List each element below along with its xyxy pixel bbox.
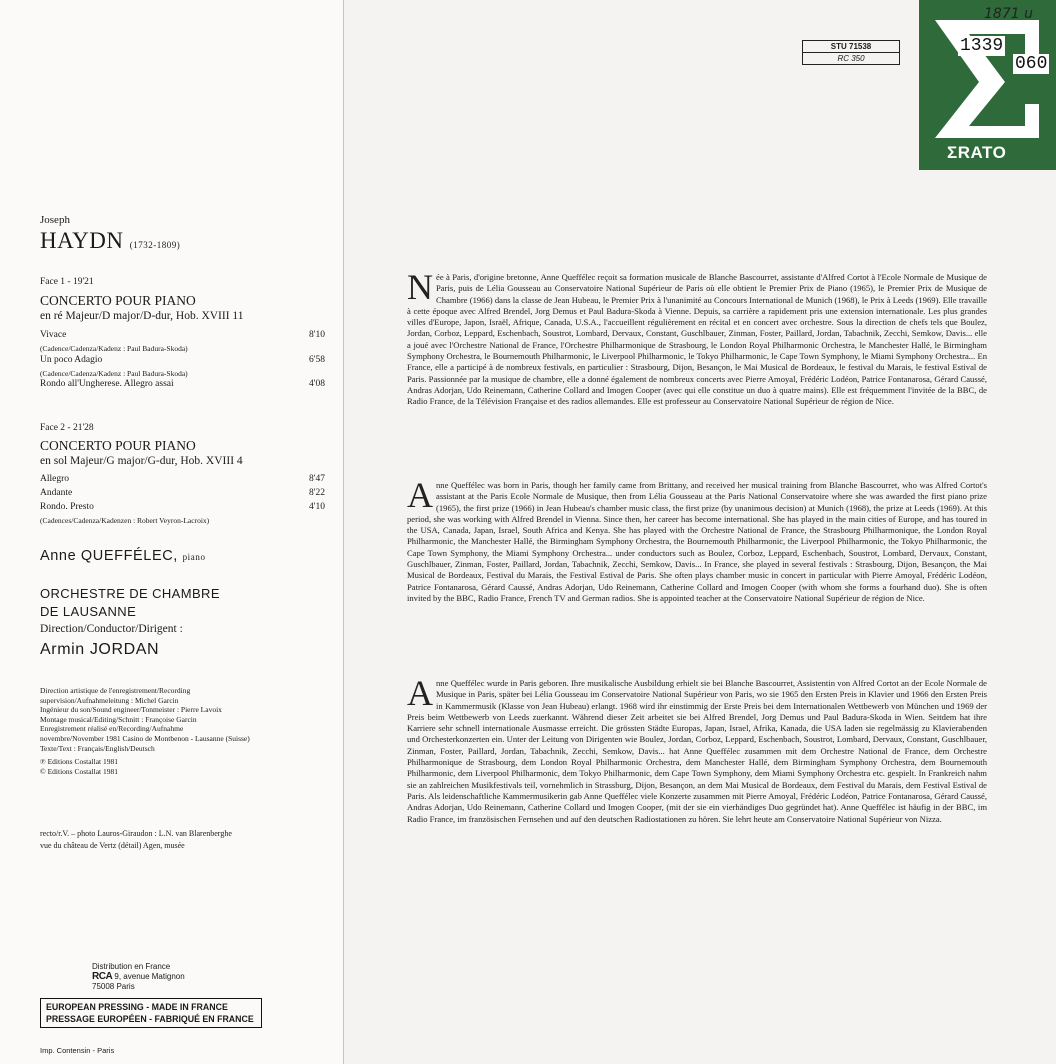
bio-english-text: nne Queffélec was born in Paris, though her family came from Brittany, and received her musical training from Blanche Bascourret, who was Alfred Cortot's assistant at the Paris Ecole Normale de Musique, then from Lélia Gousseau at the Paris National Conservatoire where she was awarded the first piano prize (1965), the first prize (1966) in Jean Hubeau's chamber music class, the first prize (by unanimous decision) at Munich (1968), the prize at Leeds (1969). At this period, she was working with Alfred Brendel in Vienna. Since then, her career has become international. She has played in the main cities of Europe, and has toured in the USA, Canada, Japan, Israel, South Africa and Kenya. She has played with the Orchestre National de France, the Strasbourg Philharmonique, the London Royal Philharmonic, the Manchester Hallé, the Birmingham Symphony Orchestra, the Bournemouth Philharmonic, the Liverpool Philharmonic, the Tokyo Philharmonic, the Cape Town Symphony, the Miami Symphony Orchestra... under conductors such as Boulez, Corboz, Leppard, Eschenbach, Soustrot, Lombard, Dervaux, Constant, Guschlbauer, Zinman, Foster, Paillard, Jordan, Tabachnik, Zecchi, Semkow, Davis... In France, she played in several festivals : Strasbourg, Dijon, Besançon, the Mai Musical de Bordeaux, Festival du Marais, the Festival Estival de Paris. She often plays chamber music in concert in particular with Pierre Amoyal, Frédéric Lodéon, Patrice Fontanarosa, Gérard Caussé, Andras Adorjan, Udo Reinemann, Catherine Collard and Imogen Cooper (with whom she forms a fourhand duo). She is often invited by the BBC, Radio France, French TV and German radios. She is appointed teacher at the Conservatoire National Supérieur de région de Nice. (407, 480, 987, 603)
credit-line: Ingénieur du son/Sound engineer/Tonmeister : Pierre Lavoix (40, 705, 222, 715)
erato-logo (919, 0, 1056, 170)
face2-title: CONCERTO POUR PIANO (40, 438, 196, 453)
distribution-line-3: 75008 Paris (92, 982, 135, 991)
bio-german-text: nne Queffélec wurde in Paris geboren. Ihre musikalische Ausbildung erhielt sie bei Blanche Bascourret, Assistentin von Alfred Cortot an der Ecole Normale de Musique in Paris, später bei Lélia Gousseau im Conservatoire National Supérieur von Paris, wo sie 1965 den Ersten Preis in Klavier und 1966 den Ersten Preis in Kammermusik (Klasse von Jean Hubeau) erlangt. 1968 wird ihr einstimmig der Erste Preis bei dem Internationalen Wettbewerb von München und 1969 der Preis beim Wettbewerb von Leeds zuerkannt. Während dieser Zeit arbeitet sie bei Alfred Brendel, Jorg Demus und Paul Badura-Skoda in Wien. Seitdem hat ihre Karriere sehr schnell internationale Ausmasse erreicht. Die grössten Städte Europas, Japan, Israel, Afrika, Kanada, die USA laden sie regelmässig zu Klavierabenden und Orchesterkonzerten ein. Unter der Leitung von Dirigenten wie Boulez, Jordan, Corboz, Leppard, Eschenbach, Soustrot, Lombard, Dervaux, Constant, Guschlbauer, Zinman, Foster, Paillard, Jordan, Tabachnik, Zecchi, Semkow, Davis... hat Anne Queffélec zusammen mit dem Orchestre National de France, dem Orchestre Philharmonique de Strasbourg, dem London Royal Philharmonic Orchestra, dem Manchester Hallé, dem Birmingham Symphony Orchestra, dem Bournemouth Philharmonic, dem Liverpool Philharmonic, dem Tokyo Philharmonic, dem Cape Town Symphony, dem Miami Symphony Orchestra etc. gespielt. In Frankreich nahm sie an zahlreichen Musikfestivals teil, vornehmlich in Strassburg, Dijon, Besançon, an dem Mai Musical de Bordeaux, dem Festival du Marais, dem Festival Estival de Paris. Als leidenschaftliche Kammermusikerin gab Anne Queffélec viele Konzerte zusammen mit Pierre Amoyal, Frédéric Lodéon, Patrice Fontanarosa, Gérard Caussé, Andras Adorjan, Udo Reinemann, Catherine Collard und Imogen Cooper, (mit der sie ein vierhändiges Duo gegründet hat). Anne Queffélec ist häufig in der BBC, im Radio France, im französischen Fernsehen und auf den deutschen Radiostationen zu hören. Sie lehrt heute am Conservatoire National Supérieur von Nizza. (407, 678, 987, 824)
credit-line: ℗ Editions Costallat 1981 (40, 757, 118, 767)
distribution-line-2 (92, 972, 185, 982)
catalog-code: RC 350 (837, 54, 865, 63)
credit-line: Direction artistique de l'enregistrement/Recording (40, 686, 191, 695)
label-name: ΣRATO (947, 143, 1007, 162)
composer-dates: (1732-1809) (129, 240, 181, 250)
catalog-box (802, 40, 900, 65)
face1-track-3 (40, 379, 325, 389)
bio-french-initial: N (407, 267, 433, 307)
photo-credit (40, 828, 232, 852)
credit-line: novembre/November 1981 Casino de Montbenon - Lausanne (Suisse) (40, 733, 250, 743)
track-time: 8'22 (309, 488, 325, 498)
face2-key: en sol Majeur/G major/G-dur, Hob. XVIII 4 (40, 455, 243, 467)
track-name: Andante (40, 488, 73, 498)
soloist-instrument: piano (182, 552, 206, 562)
recording-credits (40, 686, 250, 776)
track-name: Rondo all'Ungherese. Allegro assai (40, 379, 174, 389)
rca-logo: RCA (92, 971, 113, 982)
face1-cadenza-2: (Cadence/Cadenza/Kadenz : Paul Badura-Skoda) (40, 369, 188, 378)
bio-french-text: ée à Paris, d'origine bretonne, Anne Queffélec reçoit sa formation musicale de Blanche Bascourret, assistante d'Alfred Cortot à l'Ecole Normale de Musique de Paris, puis de Lélia Gousseau au Conservatoire National Supérieur de Paris où elle obtient le Premier Prix de Piano (1965), le Premier Prix de Musique de Chambre (1966) dans la classe de Jean Hubeau, le Premier Prix à l'unanimité au Concours International de Munich (1968), le Prix à Leeds (1969). Elle travaille à cette époque avec Alfred Brendel, Jorg Demus et Paul Badura-Skoda à Vienne. Depuis, sa carrière a rapidement pris une extension internationale. Les plus grandes villes d'Europe, Japon, Israël, Afrique, Canada, U.S.A., l'accueillent régulièrement en récital et en concert avec orchestre. Sous la direction de chefs tels que Boulez, Jordan, Corboz, Leppard, Eschenbach, Soustrot, Lombard, Dervaux, Constant, Guschlbauer, Zinman, Foster, Paillard, Jordan, Tabachnik, Zecchi, Semkow, Davis... elle a joué avec l'Orchestre National de France, l'Orchestre Philharmonique de Strasbourg, le London Royal Philharmonic Orchestra, le Manchester Hallé, le Birmingham Symphony Orchestra, le Bournemouth Philharmonic, le Liverpool Philharmonic, le Tokyo Philharmonic, le Cape Town Symphony, le Miami Symphony Orchestra... En France, elle a participé à de nombreux festivals, en particulier : Strasbourg, Dijon, Besançon, le Mai Musical de Bordeaux, le festival du Marais, le festival Estival de Paris. Passionnée par la musique de chambre, elle a donné également de nombreux concerts avec Pierre Amoyal, Frédéric Lodéon, Patrice Fontanarosa, Gérard Caussé, Andras Adorjan, Udo Reinemann, Catherine Collard and Imogen Cooper (avec qui elle constitue un duo à quatre mains). Elle est fréquemment l'invitée de la BBC, de Radio France, de la Télévision Française et des radios allemandes. Elle est professeur au Conservatoire National Supérieur de région de Nice. (407, 272, 987, 407)
track-name: Vivace (40, 330, 67, 340)
pressing-line-2: PRESSAGE EUROPÉEN - FABRIQUÉ EN FRANCE (46, 1014, 254, 1024)
face1-track-2 (40, 355, 325, 365)
bio-french (407, 267, 987, 408)
photo-credit-line: recto/r.V. – photo Lauros-Giraudon : L.N. van Blarenberghe (40, 829, 232, 838)
credit-line: © Editions Costallat 1981 (40, 766, 118, 776)
orchestra-line-1: ORCHESTRE DE CHAMBRE (40, 586, 220, 601)
face1-key: en ré Majeur/D major/D-dur, Hob. XVIII 11 (40, 310, 244, 322)
track-name: Allegro (40, 474, 70, 484)
face1-title: CONCERTO POUR PIANO (40, 293, 196, 308)
distribution-address: 9, avenue Matignon (114, 972, 185, 981)
face1-cadenza-1: (Cadence/Cadenza/Kadenz : Paul Badura-Skoda) (40, 344, 188, 353)
face2-cadenza: (Cadences/Cadenza/Kadenzen : Robert Veyron-Lacroix) (40, 516, 210, 525)
composer-name (40, 228, 180, 254)
stamp-line-1: 1339 (960, 36, 1004, 56)
track-time: 8'10 (309, 330, 325, 340)
printer: Imp. Contensin - Paris (40, 1046, 115, 1055)
pressing-box (40, 998, 262, 1028)
catalog-number: STU 71538 (803, 41, 899, 53)
face2-track-3 (40, 502, 325, 512)
track-time: 4'10 (309, 502, 325, 512)
face1-track-1 (40, 330, 325, 340)
bio-german-initial: A (407, 673, 433, 713)
track-time: 6'58 (309, 355, 325, 365)
face2-track-2 (40, 488, 325, 498)
direction-label: Direction/Conductor/Dirigent : (40, 623, 183, 635)
bio-english-initial: A (407, 475, 433, 515)
soloist-name: Anne QUEFFÉLEC, (40, 548, 178, 564)
composer-last-name: HAYDN (40, 228, 124, 253)
orchestra-line-2: DE LAUSANNE (40, 604, 137, 619)
bio-english (407, 475, 987, 604)
handwritten-note: 1871 u (984, 6, 1033, 22)
credit-line: Texte/Text : Français/English/Deutsch (40, 743, 155, 753)
face1-header: Face 1 - 19'21 (40, 277, 94, 287)
distribution (92, 962, 185, 992)
credit-line: supervision/Aufnahmeleitung : Michel Garcin (40, 695, 179, 705)
composer-first-name: Joseph (40, 214, 70, 226)
credit-line: Enregistrement réalisé en/Recording/Aufnahme (40, 724, 184, 734)
soloist (40, 548, 206, 564)
track-name: Un poco Adagio (40, 355, 103, 365)
bio-german (407, 673, 987, 825)
credit-line: Montage musical/Editing/Schnitt : Françoise Garcin (40, 714, 197, 724)
stamp-line-2: 060 (1015, 54, 1048, 74)
conductor-name: Armin JORDAN (40, 641, 160, 658)
distribution-line-1: Distribution en France (92, 962, 171, 971)
pressing-line-1: EUROPEAN PRESSING - MADE IN FRANCE (46, 1002, 228, 1012)
track-time: 8'47 (309, 474, 325, 484)
face2-track-1 (40, 474, 325, 484)
face2-header: Face 2 - 21'28 (40, 423, 94, 433)
track-time: 4'08 (309, 379, 325, 389)
photo-credit-line: vue du château de Vertz (détail) Agen, musée (40, 841, 185, 850)
track-name: Rondo. Presto (40, 502, 94, 512)
left-panel (0, 0, 344, 1064)
